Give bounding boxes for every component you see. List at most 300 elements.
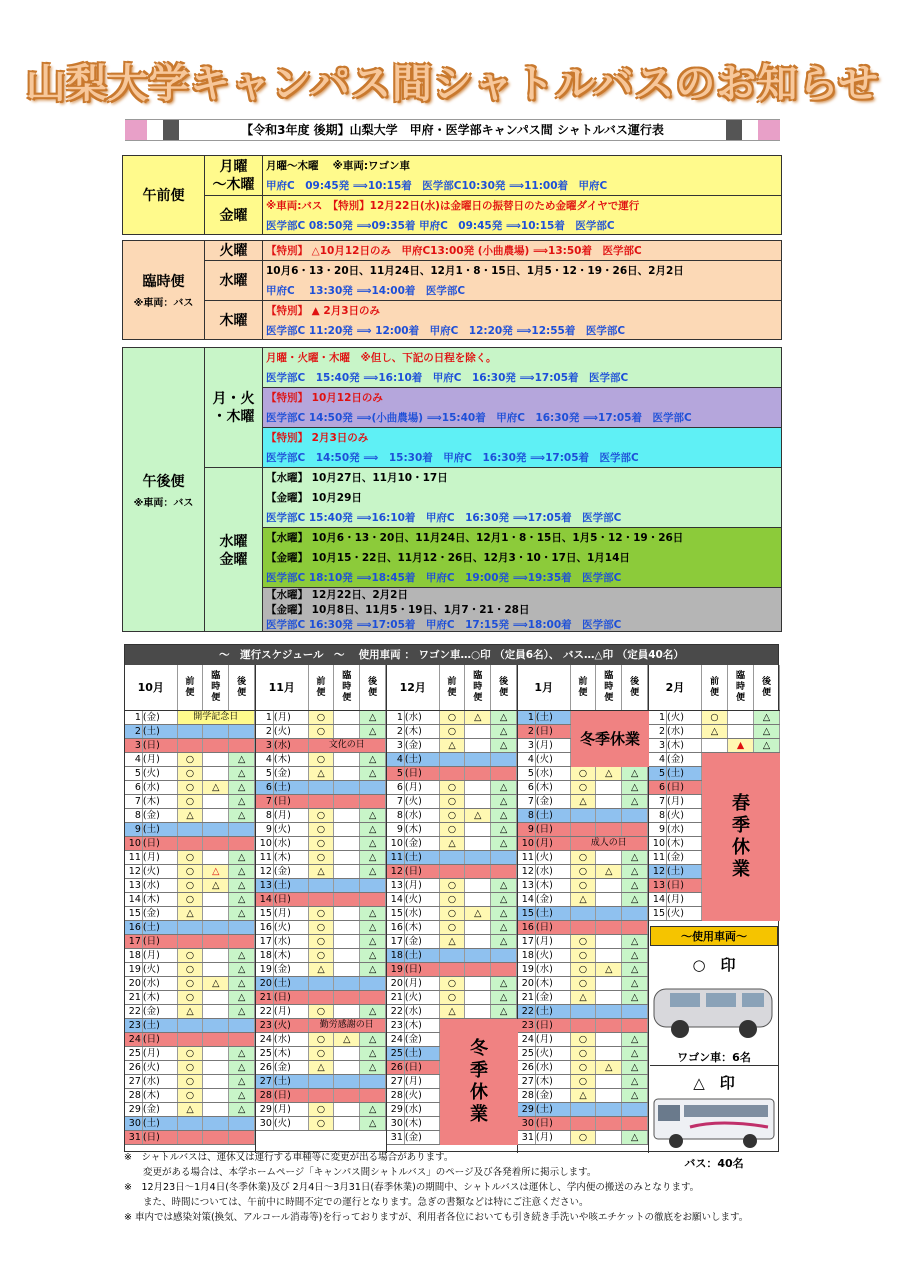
cell-mark: ○ (178, 949, 204, 962)
cell-mark: △ (622, 963, 648, 976)
weekday: (火) (274, 1117, 309, 1130)
day-row (125, 851, 255, 865)
cell-mark: △ (334, 1033, 360, 1046)
weekday: (金) (274, 865, 309, 878)
day-row (125, 1047, 255, 1061)
weekday: (金) (536, 1089, 571, 1102)
cell-mark (334, 865, 360, 878)
morning-label: 午前便 (123, 156, 205, 234)
day-number: 24 (387, 1033, 405, 1046)
temporary-thu-note: 【特別】 ▲ 2月3日のみ (266, 305, 380, 317)
cell-mark: △ (622, 991, 648, 1004)
day-number: 23 (518, 1019, 536, 1032)
cell-mark: △ (360, 949, 386, 962)
weekday: (土) (274, 879, 309, 892)
cell-mark (571, 1005, 597, 1018)
holiday-label: 成人の日 (571, 837, 648, 850)
day-row (387, 711, 517, 725)
weekday: (日) (536, 823, 571, 836)
day-number: 5 (649, 767, 667, 780)
cell-mark: ○ (309, 1117, 335, 1130)
cell-mark (334, 1005, 360, 1018)
cell-mark (596, 935, 622, 948)
cell-mark: △ (360, 1061, 386, 1074)
cell-mark: ○ (178, 977, 204, 990)
weekday: (日) (274, 795, 309, 808)
day-number: 14 (256, 893, 274, 906)
day-row (256, 949, 386, 963)
cell-mark: ○ (440, 907, 466, 920)
cell-mark (465, 725, 491, 738)
cell-mark: △ (622, 1075, 648, 1088)
day-row (125, 879, 255, 893)
cell-mark (491, 767, 517, 780)
cell-mark (203, 991, 229, 1004)
morning-fri-day: 金曜 (205, 196, 263, 235)
afternoon-section (122, 347, 782, 632)
cell-mark (178, 1131, 204, 1144)
day-row (387, 767, 517, 781)
weekday: (日) (536, 921, 571, 934)
cell-mark (334, 1089, 360, 1102)
column-header: 後便 (754, 665, 780, 710)
weekday: (金) (143, 907, 178, 920)
wagon-icon (650, 975, 778, 1045)
day-number: 19 (125, 963, 143, 976)
day-number: 14 (125, 893, 143, 906)
cell-mark: △ (360, 1033, 386, 1046)
cell-mark: △ (491, 711, 517, 724)
weekday: (土) (405, 753, 440, 766)
cell-mark: △ (622, 781, 648, 794)
day-row (518, 907, 648, 921)
day-number: 16 (387, 921, 405, 934)
morning-section (122, 155, 782, 235)
weekday: (水) (405, 907, 440, 920)
cell-mark (465, 935, 491, 948)
cell-mark (229, 1033, 255, 1046)
weekday: (土) (536, 1005, 571, 1018)
cell-mark (596, 991, 622, 1004)
cell-mark (360, 781, 386, 794)
day-row (125, 949, 255, 963)
cell-mark: △ (360, 963, 386, 976)
cell-mark: △ (229, 795, 255, 808)
cell-mark (465, 823, 491, 836)
weekday: (月) (274, 809, 309, 822)
weekday: (日) (143, 1033, 178, 1046)
day-row (387, 949, 517, 963)
cell-mark: ○ (309, 809, 335, 822)
day-number: 15 (256, 907, 274, 920)
cell-mark (571, 1019, 597, 1032)
day-number: 10 (256, 837, 274, 850)
weekday: (火) (405, 1089, 440, 1102)
afternoon-wf-day: 水曜 金曜 (205, 468, 263, 632)
day-row (256, 711, 386, 725)
cell-mark: △ (178, 907, 204, 920)
day-row (649, 711, 780, 725)
day-row (518, 991, 648, 1005)
morning-mon-thu-day: 月曜 〜木曜 (205, 156, 263, 196)
weekday: (土) (143, 1019, 178, 1032)
day-number: 21 (125, 991, 143, 1004)
day-row (256, 879, 386, 893)
day-number: 7 (649, 795, 667, 808)
cell-mark (334, 1075, 360, 1088)
cell-mark: △ (491, 837, 517, 850)
afternoon-wf-a2: 【金曜】 10月29日 (266, 492, 362, 504)
cell-mark: △ (360, 725, 386, 738)
cell-mark (334, 809, 360, 822)
holiday-label: 文化の日 (309, 739, 386, 752)
cell-mark (465, 1005, 491, 1018)
cell-mark: ○ (309, 823, 335, 836)
day-row (387, 851, 517, 865)
weekday: (木) (405, 725, 440, 738)
weekday: (月) (536, 1033, 571, 1046)
weekday: (火) (405, 893, 440, 906)
day-number: 8 (387, 809, 405, 822)
day-number: 19 (256, 963, 274, 976)
cell-mark: △ (229, 851, 255, 864)
day-number: 18 (256, 949, 274, 962)
day-number: 15 (387, 907, 405, 920)
weekday: (土) (667, 865, 702, 878)
day-number: 7 (125, 795, 143, 808)
day-row (256, 1019, 386, 1033)
cell-mark: ○ (178, 753, 204, 766)
cell-mark: △ (360, 753, 386, 766)
cell-mark (465, 739, 491, 752)
weekday: (水) (667, 823, 702, 836)
day-number: 31 (125, 1131, 143, 1144)
day-number: 21 (256, 991, 274, 1004)
day-number: 9 (125, 823, 143, 836)
cell-mark (203, 935, 229, 948)
weekday: (火) (536, 753, 571, 766)
day-number: 30 (518, 1117, 536, 1130)
day-row (518, 1131, 648, 1145)
day-row (256, 991, 386, 1005)
day-row (125, 1131, 255, 1145)
cell-mark (334, 837, 360, 850)
cell-mark: △ (491, 725, 517, 738)
weekday: (日) (143, 739, 178, 752)
weekday: (月) (536, 1131, 571, 1144)
weekday: (木) (405, 921, 440, 934)
afternoon-wf-a3: 医学部C 15:40発 ⟹16:10着 甲府C 16:30発 ⟹17:05着 医学部C (266, 512, 622, 524)
cell-mark (229, 1131, 255, 1144)
cell-mark: ○ (571, 963, 597, 976)
cell-mark (309, 1075, 335, 1088)
day-number: 28 (518, 1089, 536, 1102)
day-row (125, 907, 255, 921)
cell-mark (229, 1019, 255, 1032)
day-row (518, 809, 648, 823)
day-number: 6 (387, 781, 405, 794)
wagon-label: ワゴン車：6名 (650, 1049, 778, 1066)
day-row (125, 809, 255, 823)
cell-mark (309, 879, 335, 892)
cell-mark: △ (229, 1089, 255, 1102)
temporary-wed-dates: 10月6・13・20日、11月24日、12月1・8・15日、1月5・12・19・26日、2月2日 (266, 265, 684, 277)
weekday: (火) (274, 1019, 309, 1032)
weekday: (火) (536, 851, 571, 864)
bus-mark: △ 印 (693, 1074, 735, 1092)
cell-mark: △ (229, 1075, 255, 1088)
day-number: 12 (387, 865, 405, 878)
day-number: 27 (256, 1075, 274, 1088)
day-number: 8 (649, 809, 667, 822)
day-row (125, 725, 255, 739)
day-number: 15 (518, 907, 536, 920)
afternoon-special-1-line: 医学部C 14:50発 ⟹(小曲農場) ⟹15:40着 甲府C 16:30発 ⟹17:05着 医学部C (266, 412, 692, 424)
weekday: (水) (536, 767, 571, 780)
cell-mark: △ (596, 865, 622, 878)
weekday: (水) (143, 781, 178, 794)
cell-mark: △ (229, 907, 255, 920)
cell-mark (596, 907, 622, 920)
day-row (125, 1117, 255, 1131)
cell-mark: ○ (309, 753, 335, 766)
weekday: (火) (143, 767, 178, 780)
weekday: (月) (405, 879, 440, 892)
cell-mark: ○ (309, 1033, 335, 1046)
cell-mark: ○ (309, 837, 335, 850)
day-number: 8 (518, 809, 536, 822)
cell-mark: ○ (440, 809, 466, 822)
cell-mark: △ (754, 739, 780, 752)
day-number: 8 (256, 809, 274, 822)
afternoon-wf-c3: 医学部C 16:30発 ⟹17:05着 甲府C 17:15発 ⟹18:00着 医学部C (266, 619, 622, 631)
cell-mark (702, 739, 728, 752)
day-row (256, 767, 386, 781)
day-number: 27 (387, 1075, 405, 1088)
cell-mark (728, 711, 754, 724)
weekday: (日) (536, 725, 571, 738)
cell-mark: ○ (440, 879, 466, 892)
cell-mark: △ (491, 781, 517, 794)
weekday: (木) (274, 851, 309, 864)
cell-mark: △ (491, 1005, 517, 1018)
cell-mark: ○ (571, 1033, 597, 1046)
day-row (125, 893, 255, 907)
cell-mark: △ (465, 809, 491, 822)
cell-mark (178, 1019, 204, 1032)
column-header: 前便 (178, 665, 204, 710)
cell-mark: ○ (571, 879, 597, 892)
cell-mark (334, 977, 360, 990)
day-number: 27 (125, 1075, 143, 1088)
weekday: (月) (274, 907, 309, 920)
weekday: (土) (274, 1075, 309, 1088)
day-number: 1 (256, 711, 274, 724)
day-number: 23 (125, 1019, 143, 1032)
weekday: (月) (667, 795, 702, 808)
weekday: (木) (143, 1089, 178, 1102)
cell-mark (334, 991, 360, 1004)
column-header: 前便 (440, 665, 466, 710)
day-number: 28 (256, 1089, 274, 1102)
weekday: (月) (536, 739, 571, 752)
cell-mark: △ (229, 977, 255, 990)
cell-mark (596, 1089, 622, 1102)
day-row (518, 837, 648, 851)
day-row (125, 1103, 255, 1117)
cell-mark: ○ (309, 725, 335, 738)
day-number: 7 (518, 795, 536, 808)
cell-mark: ○ (571, 1047, 597, 1060)
weekday: (土) (536, 1103, 571, 1116)
weekday: (火) (536, 1047, 571, 1060)
day-number: 7 (256, 795, 274, 808)
cell-mark: △ (360, 865, 386, 878)
cell-mark: ○ (178, 767, 204, 780)
cell-mark: △ (309, 767, 335, 780)
cell-mark: ○ (571, 935, 597, 948)
day-row (518, 977, 648, 991)
cell-mark (178, 725, 204, 738)
day-number: 1 (125, 711, 143, 724)
cell-mark: ○ (178, 991, 204, 1004)
afternoon-mtt-line: 医学部C 15:40発 ⟹16:10着 甲府C 16:30発 ⟹17:05着 医学部C (266, 372, 629, 384)
cell-mark: △ (178, 809, 204, 822)
day-row (518, 823, 648, 837)
day-row (256, 851, 386, 865)
weekday: (水) (667, 725, 702, 738)
weekday: (月) (405, 1075, 440, 1088)
cell-mark (465, 977, 491, 990)
cell-mark: △ (360, 1117, 386, 1130)
day-number: 7 (387, 795, 405, 808)
cell-mark: △ (229, 781, 255, 794)
cell-mark (360, 977, 386, 990)
weekday: (火) (274, 921, 309, 934)
morning-mon-thu-line: 甲府C 09:45発 ⟹10:15着 医学部C10:30発 ⟹11:00着 甲府C (266, 180, 608, 192)
day-number: 20 (256, 977, 274, 990)
day-number: 10 (518, 837, 536, 850)
calendar-header: 〜 運行スケジュール 〜 使用車両 ： ワゴン車…○印 （定員6名）、 バス…△印 （定員40名） (125, 645, 778, 665)
day-row (518, 1033, 648, 1047)
weekday: (金) (143, 809, 178, 822)
day-number: 9 (387, 823, 405, 836)
cell-mark (203, 949, 229, 962)
cell-mark: △ (440, 1005, 466, 1018)
cell-mark (229, 725, 255, 738)
day-row (518, 1019, 648, 1033)
cell-mark (309, 1089, 335, 1102)
cell-mark: △ (360, 1103, 386, 1116)
weekday: (木) (536, 879, 571, 892)
day-row (256, 1075, 386, 1089)
day-number: 6 (256, 781, 274, 794)
weekday: (木) (405, 823, 440, 836)
cell-mark (178, 823, 204, 836)
cell-mark: △ (571, 991, 597, 1004)
morning-mon-thu-note: 月曜〜木曜 ※車両:ワゴン車 (266, 160, 411, 172)
cell-mark: △ (622, 949, 648, 962)
cell-mark: △ (229, 753, 255, 766)
column-header: 前便 (309, 665, 335, 710)
weekday: (日) (405, 963, 440, 976)
day-row (649, 739, 780, 753)
afternoon-wf-b2: 【金曜】 10月15・22日、11月12・26日、12月3・10・17日、1月14日 (266, 552, 630, 564)
weekday: (金) (405, 1033, 440, 1046)
cell-mark: △ (229, 1005, 255, 1018)
cell-mark (465, 767, 491, 780)
weekday: (土) (143, 921, 178, 934)
day-number: 5 (256, 767, 274, 780)
weekday: (月) (143, 1047, 178, 1060)
day-number: 2 (256, 725, 274, 738)
column-header: 前便 (571, 665, 597, 710)
cell-mark: △ (229, 963, 255, 976)
cell-mark (229, 739, 255, 752)
winter-break-label-dec: 冬 季 休 業 (440, 1019, 518, 1145)
weekday: (水) (405, 809, 440, 822)
day-number: 8 (125, 809, 143, 822)
morning-fri-note: ※車両:バス 【特別】12月22日(水)は金曜日の振替日のため金曜ダイヤで運行 (266, 200, 640, 212)
weekday: (土) (405, 1047, 440, 1060)
cell-mark: ○ (309, 935, 335, 948)
day-number: 31 (518, 1131, 536, 1144)
cell-mark (622, 1103, 648, 1116)
day-row (518, 921, 648, 935)
weekday: (木) (667, 837, 702, 850)
weekday: (金) (405, 739, 440, 752)
weekday: (水) (143, 1075, 178, 1088)
cell-mark (334, 949, 360, 962)
weekday: (日) (143, 837, 178, 850)
weekday: (木) (274, 949, 309, 962)
day-number: 22 (518, 1005, 536, 1018)
weekday: (日) (274, 1089, 309, 1102)
cell-mark: △ (622, 1033, 648, 1046)
notes (124, 1150, 804, 1225)
day-row (125, 1005, 255, 1019)
weekday: (月) (536, 837, 571, 850)
temporary-wed-line: 甲府C 13:30発 ⟹14:00着 医学部C (266, 285, 466, 297)
cell-mark: ○ (309, 907, 335, 920)
weekday: (木) (667, 739, 702, 752)
day-row (125, 823, 255, 837)
weekday: (金) (143, 1103, 178, 1116)
weekday: (水) (405, 711, 440, 724)
cell-mark (596, 1131, 622, 1144)
day-number: 10 (387, 837, 405, 850)
cell-mark (571, 921, 597, 934)
weekday: (火) (667, 711, 702, 724)
cell-mark (596, 795, 622, 808)
cell-mark: ○ (571, 949, 597, 962)
weekday: (金) (274, 1061, 309, 1074)
day-number: 29 (518, 1103, 536, 1116)
temporary-thu-day: 木曜 (205, 301, 263, 340)
day-row (518, 1061, 648, 1075)
day-row (387, 963, 517, 977)
cell-mark: ○ (309, 851, 335, 864)
cell-mark (596, 949, 622, 962)
cell-mark: ○ (309, 949, 335, 962)
day-row (256, 921, 386, 935)
cell-mark (440, 851, 466, 864)
weekday: (日) (274, 991, 309, 1004)
weekday: (金) (405, 935, 440, 948)
weekday: (火) (667, 809, 702, 822)
cell-mark: ○ (571, 767, 597, 780)
weekday: (木) (405, 1117, 440, 1130)
